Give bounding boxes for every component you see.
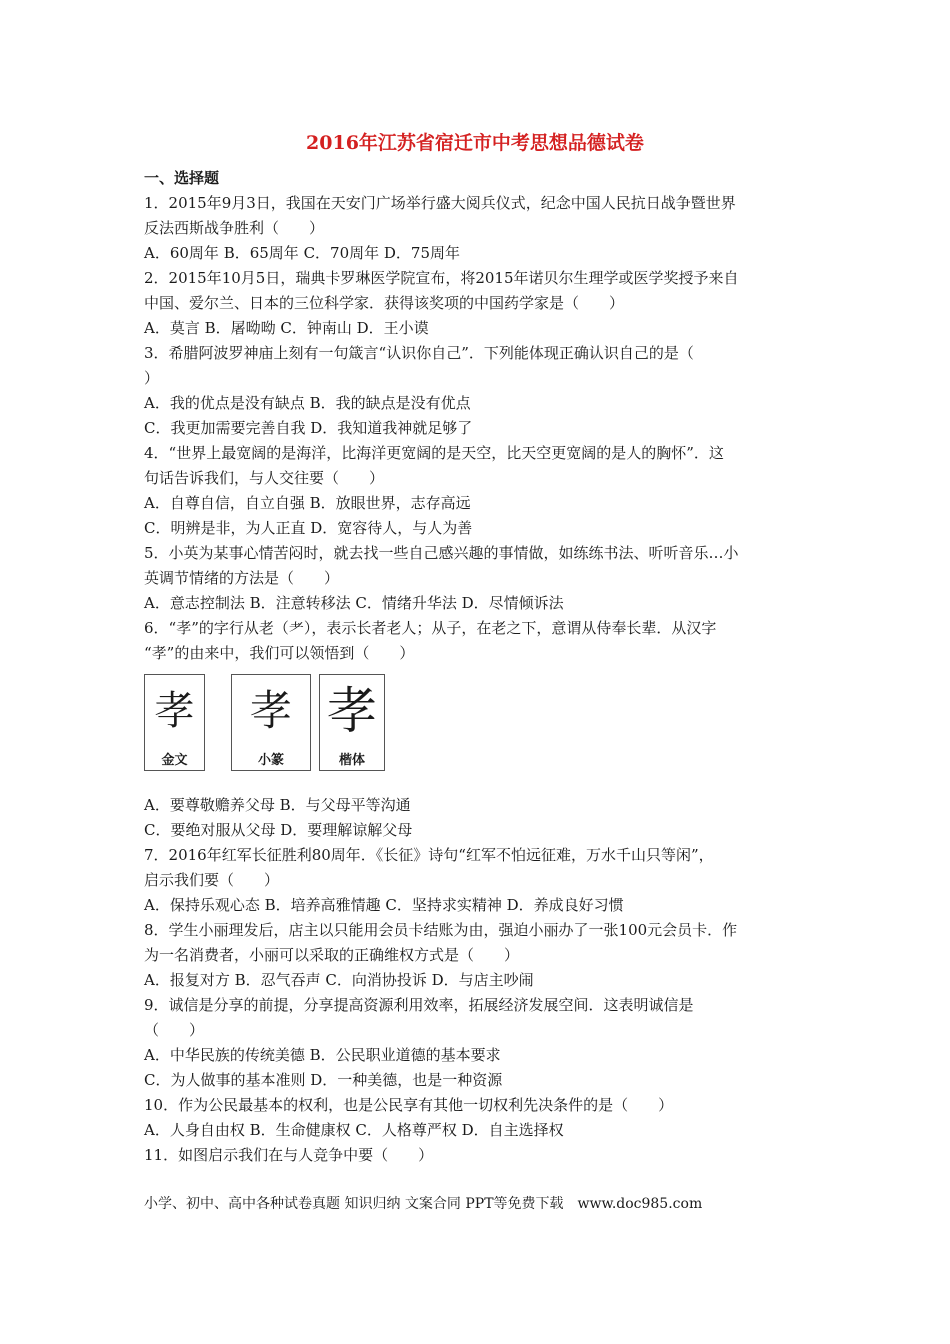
questions-1-6 [144, 191, 814, 666]
text-line: 句话告诉我们，与人交往要（ ） [144, 469, 385, 487]
text-line: 8．学生小丽理发后，店主以只能用会员卡结账为由，强迫小丽办了一张100元会员卡．作 [144, 921, 738, 939]
text-line: 5．小英为某事心情苦闷时，就去找一些自己感兴趣的事情做，如练练书法、听听音乐…小 [144, 544, 739, 562]
text-line: 2．2015年10月5日，瑞典卡罗琳医学院宣布，将2015年诺贝尔生理学或医学奖授予来自 [144, 269, 739, 287]
questions-6-11 [144, 793, 814, 1168]
text-line: A．报复对方 B．忍气吞声 C．向消协投诉 D．与店主吵闹 [144, 971, 534, 989]
text-line: 英调节情绪的方法是（ ） [144, 569, 340, 587]
text-line: 启示我们要（ ） [144, 871, 280, 889]
kaiti-glyph-box [319, 674, 385, 771]
text-line: 1．2015年9月3日，我国在天安门广场举行盛大阅兵仪式，纪念中国人民抗日战争暨世界 [144, 194, 736, 212]
text-line: A．保持乐观心态 B．培养高雅情趣 C．坚持求实精神 D．养成良好习惯 [144, 896, 624, 914]
xiaozhuan-label: 小篆 [257, 753, 284, 768]
kaiti-label: 楷体 [338, 753, 365, 768]
xiaozhuan-glyph: 孝 [249, 686, 292, 735]
text-line: C．要绝对服从父母 D．要理解谅解父母 [144, 821, 413, 839]
text-line: A．人身自由权 B．生命健康权 C．人格尊严权 D．自主选择权 [144, 1121, 564, 1139]
xiaozhuan-glyph-box [231, 674, 311, 771]
text-line: 3．希腊阿波罗神庙上刻有一句箴言“认识你自己”．下列能体现正确认识自己的是（ [144, 344, 694, 362]
text-line: 9．诚信是分享的前提，分享提高资源利用效率，拓展经济发展空间．这表明诚信是 [144, 996, 694, 1014]
text-line: “孝”的由来中，我们可以领悟到（ ） [144, 644, 415, 662]
section-heading: 一、选择题 [144, 169, 220, 187]
document-title: 2016年江苏省宿迁市中考思想品德试卷 [306, 132, 644, 154]
text-line: ） [144, 369, 160, 387]
text-line: A．自尊自信，自立自强 B．放眼世界，志存高远 [144, 494, 471, 512]
exam-content [144, 166, 814, 1168]
text-line: 中国、爱尔兰、日本的三位科学家．获得该奖项的中国药学家是（ ） [144, 294, 625, 312]
kaiti-glyph: 孝 [327, 682, 377, 740]
jinwen-label: 金文 [161, 753, 188, 768]
text-line: C．我更加需要完善自我 D．我知道我神就足够了 [144, 419, 473, 437]
text-line: 7．2016年红军长征胜利80周年．《长征》诗句“红军不怕远征难，万水千山只等闲”， [144, 846, 714, 864]
text-line: A．中华民族的传统美德 B．公民职业道德的基本要求 [144, 1046, 501, 1064]
text-line: 11．如图启示我们在与人竞争中要（ ） [144, 1146, 434, 1164]
text-line: C．明辨是非，为人正直 D．宽容待人，与人为善 [144, 519, 473, 537]
text-line: （ ） [144, 1021, 205, 1039]
jinwen-glyph-box [144, 674, 205, 771]
text-line: A．我的优点是没有缺点 B．我的缺点是没有优点 [144, 394, 471, 412]
xiao-character-figure [144, 674, 814, 771]
jinwen-glyph: 孝 [154, 688, 195, 734]
text-line: 4．“世界上最宽阔的是海洋，比海洋更宽阔的是天空，比天空更宽阔的是人的胸怀”．这 [144, 444, 724, 462]
text-line: A．莫言 B．屠呦呦 C．钟南山 D．王小谟 [144, 319, 429, 337]
text-line: C．为人做事的基本准则 D．一种美德，也是一种资源 [144, 1071, 503, 1089]
text-line: 为一名消费者，小丽可以采取的正确维权方式是（ ） [144, 946, 520, 964]
text-line: 6．“孝”的字行从老（耂），表示长者老人；从子，在老之下，意谓从侍奉长辈．从汉字 [144, 619, 717, 637]
text-line: A．60周年 B．65周年 C．70周年 D．75周年 [144, 244, 461, 262]
text-line: A．意志控制法 B．注意转移法 C．情绪升华法 D．尽情倾诉法 [144, 594, 564, 612]
footer-text: 小学、初中、高中各种试卷真题 知识归纳 文案合同 PPT等免费下载 www.doc985.com [144, 1196, 703, 1212]
text-line: 10．作为公民最基本的权利，也是公民享有其他一切权利先决条件的是（ ） [144, 1096, 674, 1114]
text-line: 反法西斯战争胜利（ ） [144, 219, 325, 237]
text-line: A．要尊敬赡养父母 B．与父母平等沟通 [144, 796, 411, 814]
